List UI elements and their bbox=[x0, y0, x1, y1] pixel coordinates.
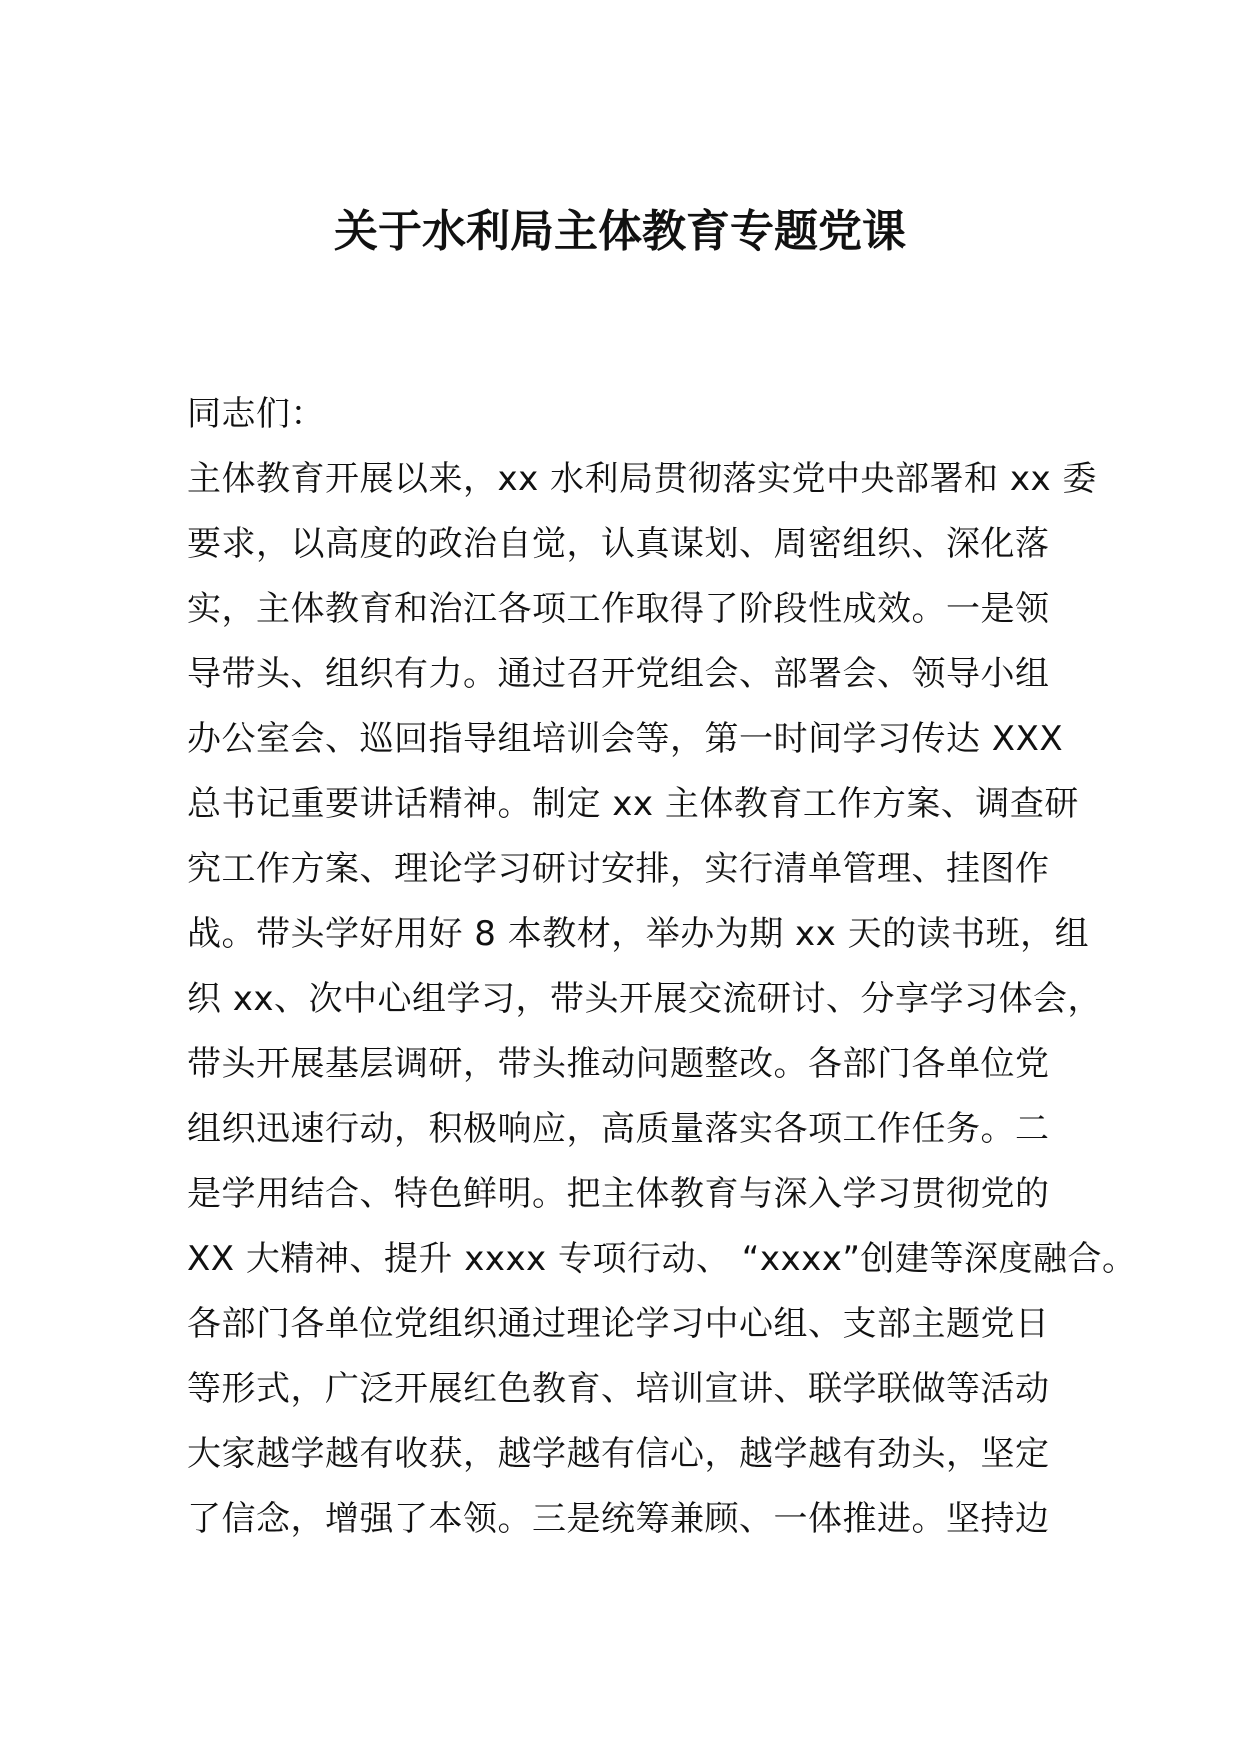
paragraph-line: 实，主体教育和治江各项工作取得了阶段性成效。一是领 bbox=[187, 589, 1050, 629]
paragraph-line: 各部门各单位党组织通过理论学习中心组、支部主题党日 bbox=[187, 1304, 1050, 1344]
document-title: 关于水利局主体教育专题党课 bbox=[334, 206, 906, 257]
paragraph-line: 导带头、组织有力。通过召开党组会、部署会、领导小组 bbox=[187, 654, 1050, 694]
document-body bbox=[187, 382, 1137, 1552]
salutation: 同志们： bbox=[187, 394, 325, 434]
paragraph-line: 主体教育开展以来，xx 水利局贯彻落实党中央部署和 xx 委 bbox=[187, 459, 1097, 499]
paragraph-line: 总书记重要讲话精神。制定 xx 主体教育工作方案、调查研 bbox=[187, 784, 1079, 824]
paragraph-line: XX 大精神、提升 xxxx 专项行动、 “xxxx”创建等深度融合。 bbox=[187, 1239, 1137, 1279]
paragraph-line: 战。带头学好用好 8 本教材，举办为期 xx 天的读书班，组 bbox=[187, 914, 1090, 954]
paragraph-line: 带头开展基层调研，带头推动问题整改。各部门各单位党 bbox=[187, 1044, 1050, 1084]
paragraph-line: 组织迅速行动，积极响应，高质量落实各项工作任务。二 bbox=[187, 1109, 1050, 1149]
paragraph-line: 大家越学越有收获，越学越有信心，越学越有劲头，坚定 bbox=[187, 1434, 1050, 1474]
paragraph-line: 办公室会、巡回指导组培训会等，第一时间学习传达 XXX bbox=[187, 719, 1064, 759]
paragraph-line: 织 xx、次中心组学习，带头开展交流研讨、分享学习体会， bbox=[187, 979, 1103, 1019]
paragraph-line: 等形式，广泛开展红色教育、培训宣讲、联学联做等活动 bbox=[187, 1369, 1050, 1409]
paragraph-line: 究工作方案、理论学习研讨安排，实行清单管理、挂图作 bbox=[187, 849, 1050, 889]
paragraph-line: 了信念，增强了本领。三是统筹兼顾、一体推进。坚持边 bbox=[187, 1499, 1050, 1539]
paragraph-line: 是学用结合、特色鲜明。把主体教育与深入学习贯彻党的 bbox=[187, 1174, 1050, 1214]
paragraph-line: 要求，以高度的政治自觉，认真谋划、周密组织、深化落 bbox=[187, 524, 1050, 564]
